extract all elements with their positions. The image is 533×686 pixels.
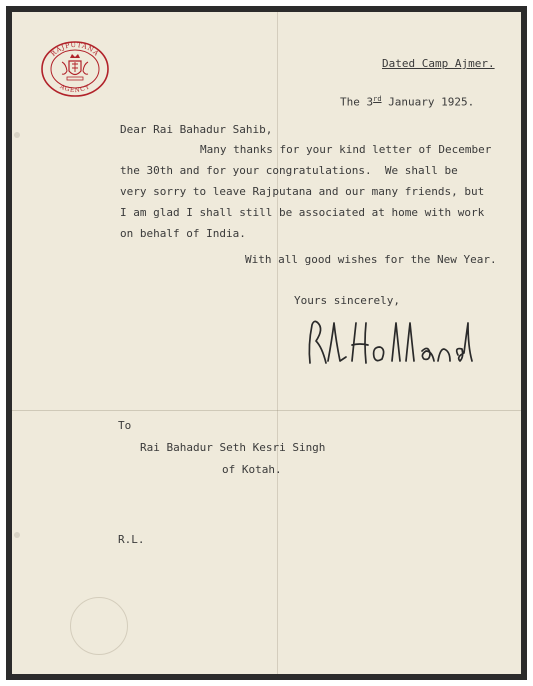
date-day: 3 — [366, 95, 374, 109]
footer-initials: R.L. — [118, 533, 145, 546]
punch-hole — [14, 532, 20, 538]
addressee-to: To — [118, 419, 132, 432]
punch-hole — [14, 132, 20, 138]
blind-embossed-stamp — [70, 597, 128, 655]
rajputana-agency-seal-icon — [40, 40, 110, 98]
body-line-4: I am glad I shall still be associated at home with work — [120, 206, 485, 219]
body-line-5: on behalf of India. — [120, 227, 246, 240]
letter-paper — [12, 12, 521, 674]
closing: Yours sincerely, — [294, 294, 400, 307]
svg-text:RAJPUTANA — [49, 41, 101, 58]
addressee-of: of Kotah. — [222, 463, 282, 476]
body-line-2: the 30th and for your congratulations. We shall be — [120, 164, 458, 177]
date-rest: January 1925. — [388, 95, 475, 109]
fold-line-vertical — [277, 12, 278, 674]
letter-date — [340, 92, 474, 110]
salutation: Dear Rai Bahadur Sahib, — [120, 123, 273, 136]
seal-top-text: RAJPUTANA — [49, 40, 101, 58]
date-suffix: rd — [373, 95, 382, 103]
dated-place: Dated Camp Ajmer. — [382, 57, 495, 70]
fold-line-horizontal — [12, 410, 521, 411]
wishes-line: With all good wishes for the New Year. — [245, 253, 497, 266]
seal-bottom-text: AGENCY — [58, 83, 92, 95]
handwritten-signature — [304, 317, 484, 375]
body-line-1: Many thanks for your kind letter of December — [200, 143, 492, 156]
date-prefix: The — [340, 95, 360, 109]
addressee-name: Rai Bahadur Seth Kesri Singh — [140, 441, 326, 454]
body-line-3: very sorry to leave Rajputana and our many friends, but — [120, 185, 485, 198]
svg-text:AGENCY — [58, 83, 92, 94]
